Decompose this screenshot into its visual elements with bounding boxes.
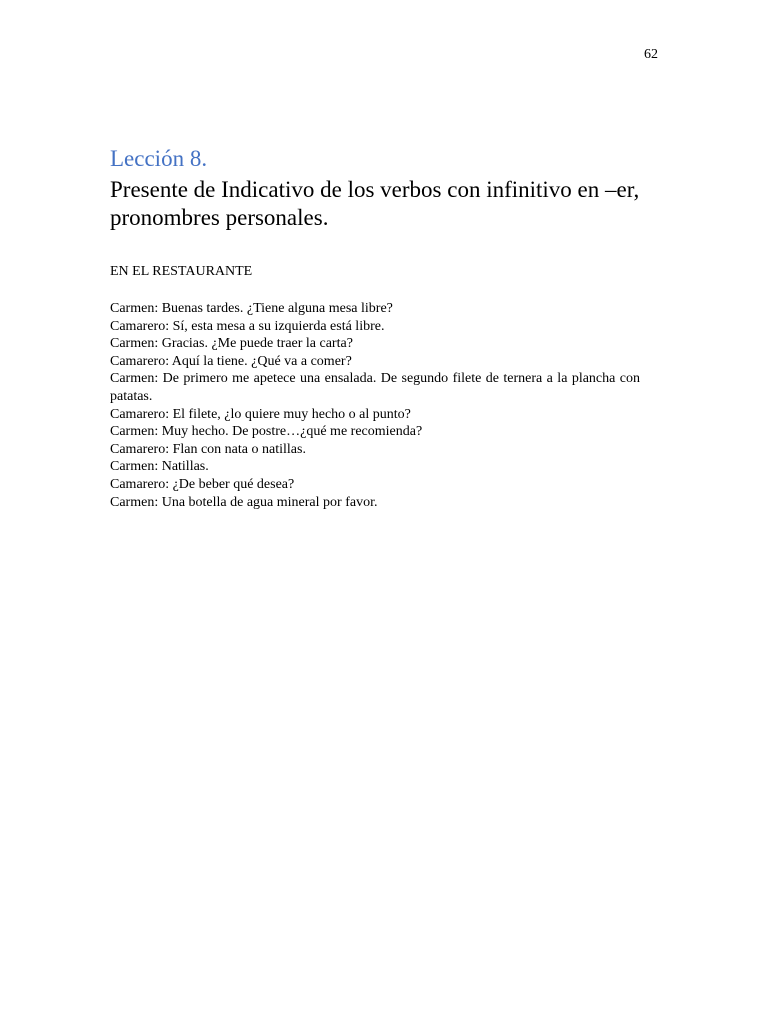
dialogue-line: Camarero: Flan con nata o natillas. (110, 441, 306, 457)
dialogue-line: Camarero: Sí, esta mesa a su izquierda está libre. (110, 318, 385, 334)
dialogue-line: Carmen: Una botella de agua mineral por favor. (110, 494, 378, 510)
lesson-title: Presente de Indicativo de los verbos con infinitivo en –er, pronombres personales. (110, 177, 640, 230)
dialogue-line: Camarero: Aquí la tiene. ¿Qué va a comer? (110, 353, 352, 369)
dialogue-line: Carmen: Gracias. ¿Me puede traer la carta? (110, 336, 353, 352)
dialogue-line: Carmen: Muy hecho. De postre…¿qué me recomienda? (110, 424, 423, 440)
dialogue-line: Carmen: Natillas. (110, 459, 209, 475)
section-heading: EN EL RESTAURANTE (110, 264, 253, 279)
dialogue-line: Camarero: ¿De beber qué desea? (110, 476, 295, 492)
lesson-label: Lección 8. (110, 146, 208, 171)
dialogue-line: Camarero: El filete, ¿lo quiere muy hecho o al punto? (110, 406, 411, 422)
dialogue-line: Carmen: De primero me apetece una ensalada. De segundo filete de ternera a la plancha con patatas. (110, 371, 640, 404)
page-number: 62 (644, 47, 658, 62)
dialogue-line: Carmen: Buenas tardes. ¿Tiene alguna mesa libre? (110, 301, 393, 316)
dialogue-list (110, 300, 640, 511)
